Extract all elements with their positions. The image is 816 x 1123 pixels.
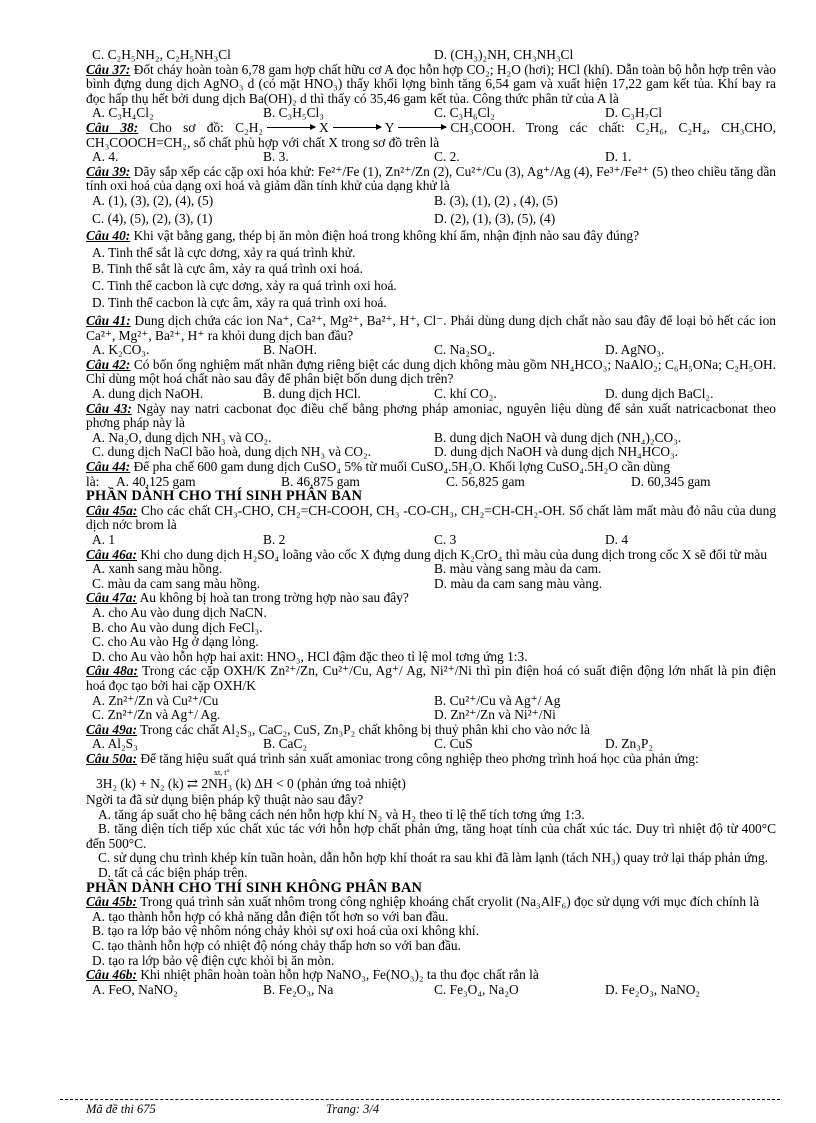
- option-b: B. 46,875 gam: [281, 473, 360, 489]
- option-d: D. dung dịch NaOH và dung dịch NH₄HCO₃.: [434, 444, 679, 460]
- option-a: A. Al₂S₃: [92, 736, 138, 752]
- option-a: A. dung dịch NaOH.: [92, 386, 204, 402]
- option-d: D. Zn²⁺/Zn và Ni²⁺/Ni: [434, 707, 556, 723]
- question-46a: Câu 46a: Khi cho dung dịch H₂SO₄ loãng vào cốc X đựng dung dịch K₂CrO₄ thì màu của dung dịch trong cốc X sẽ đổi từ màu: [86, 546, 768, 562]
- q44-options: là: A. 40,125 gam B. 46,875 gam C. 56,825 gam D. 60,345 gam: [86, 473, 711, 489]
- option-d: D. AgNO₃.: [605, 342, 665, 358]
- q43-options-row2: [86, 445, 776, 460]
- q47a-option-b: B. cho Au vào dung dịch FeCl₃.: [92, 619, 263, 635]
- option-d: D. dung dịch BaCl₂.: [605, 386, 714, 402]
- option-c: C. C₃H₆Cl₂: [434, 105, 495, 121]
- option-c: C. màu da cam sang màu hồng.: [92, 575, 261, 591]
- option-a: A. Na₂O, dung dịch NH₃ và CO₂.: [92, 429, 272, 445]
- option-c: C. 56,825 gam: [446, 473, 525, 489]
- option-b: B. NaOH.: [263, 342, 317, 358]
- option-d: D. 4: [605, 532, 629, 547]
- q47a-option-d: D. cho Au vào hỗn hợp hai axit: HNO₃, HCl đậm đặc theo tỉ lệ mol tơng ứng 1:3.: [92, 648, 528, 664]
- q50a-option-a: A. tăng áp suất cho hệ bằng cách nén hỗn hợp khí N₂ và H₂ theo tỉ lệ thể tích tơng ứng 1:3.: [98, 806, 585, 822]
- option-d: D. (2), (1), (3), (5), (4): [434, 210, 556, 226]
- option-b: B. C₃H₅Cl₃: [263, 105, 324, 121]
- option-c: C. (4), (5), (2), (3), (1): [92, 210, 213, 226]
- option-d: D. C₃H₇Cl: [605, 105, 662, 121]
- q48a-options-row2: [86, 708, 776, 723]
- question-48a: Câu 48a: Trong các cặp OXH/K Zn²⁺/Zn, Cu²⁺/Cu, Ag⁺/ Ag, Ni²⁺/Ni thì pin điện hoá có suất điện động lớn nhất là pin điện hoá đọc tạo bởi hai cặp OXH/K: [86, 663, 777, 693]
- question-47a: Câu 47a: Au không bị hoà tan trong trờng hợp nào sau đây?: [86, 590, 409, 606]
- q36-options: [86, 48, 776, 63]
- q38-options: [86, 150, 776, 165]
- option-a: A. 40,125 gam: [116, 473, 196, 489]
- q42-options: [86, 387, 776, 402]
- q50a-option-d: D. tất cả các biện pháp trên.: [98, 865, 248, 881]
- option-b: B. 3.: [263, 149, 289, 165]
- q40-option-b: B. Tinh thể sắt là cực âm, xảy ra quá trình oxi hoá.: [92, 261, 363, 277]
- q49a-options: [86, 737, 776, 752]
- question-38: Câu 38: Cho sơ đồ: C₂H₂ X Y CH₃COOH. Trong các chất: C₂H₆, C₂H₄, CH₃CHO, CH₃COOCH=CH₂, số chất phù hợp với chất X trong sơ đồ trên là: [86, 119, 776, 150]
- option-c: C. C₂H₅NH₂, C₂H₅NH₃Cl: [92, 47, 231, 62]
- option-b: B. dung dịch NaOH và dung dịch (NH₄)₂CO₃.: [434, 429, 682, 445]
- option-d: D. màu da cam sang màu vàng.: [434, 575, 603, 591]
- option-c: C. dung dịch NaCl bão hoà, dung dịch NH₃ và CO₂.: [92, 444, 371, 460]
- question-39: Câu 39: Dãy sắp xếp các cặp oxi hóa khử: Fe²⁺/Fe (1), Zn²⁺/Zn (2), Cu²⁺/Cu (3), Ag⁺/Ag (4), Fe³⁺/Fe²⁺ (5) theo chiều tăng dần tính oxi hoá của dạng oxi hoá và giảm dần tính khử của dạng khử là: [86, 163, 776, 194]
- section-heading-khong-phan-ban: PHẦN DÀNH CHO THÍ SINH KHÔNG PHÂN BAN: [86, 879, 423, 896]
- q46b-options: [86, 983, 776, 998]
- option-d: D. Fe₂O₃, NaNO₂: [605, 981, 701, 997]
- question-41: Câu 41: Dung dịch chứa các ion Na⁺, Ca²⁺, Mg²⁺, Ba²⁺, H⁺, Cl⁻. Phải dùng dung dịch chất nào sau đây để loại bỏ hết các ion Ca²⁺, Mg²⁺, Ba²⁺, H⁺ ra khỏi dung dịch ban đầu?: [86, 313, 776, 343]
- q46a-options-row1: [86, 562, 776, 577]
- option-b: B. (3), (1), (2) , (4), (5): [434, 192, 558, 208]
- page-footer: [86, 1102, 776, 1117]
- exam-page: [86, 48, 776, 997]
- option-c: C. CuS: [434, 736, 473, 752]
- q50a-option-b: B. tăng diện tích tiếp xúc chất xúc tác với hỗn hợp chất phản ứng, tăng hoạt tính của chất xúc tác. Duy trì nhiệt độ từ 400°C đến 500°C.: [86, 821, 776, 851]
- arrow-icon: [333, 127, 381, 128]
- option-c: C. Na₂SO₄.: [434, 342, 496, 358]
- question-40: Câu 40: Khi vật bằng gang, thép bị ăn mòn điện hoá trong không khí ẩm, nhận định nào sau đây đúng?: [86, 228, 640, 244]
- option-d: D. 60,345 gam: [631, 473, 711, 489]
- option-c: C. 2.: [434, 149, 460, 165]
- q47a-option-c: C. cho Au vào Hg ở dạng lỏng.: [92, 634, 259, 650]
- q45b-option-c: C. tạo thành hỗn hợp có nhiệt độ nóng chảy thấp hơn so với ban đầu.: [92, 938, 461, 954]
- option-a: A. K₂CO₃.: [92, 342, 150, 358]
- option-c: C. Zn²⁺/Zn và Ag⁺/ Ag.: [92, 707, 221, 723]
- q40-option-c: C. Tinh thể cacbon là cực dơng, xảy ra quá trình oxi hoá.: [92, 277, 397, 293]
- option-b: B. màu vàng sang màu da cam.: [434, 561, 602, 577]
- option-b: B. 2: [263, 532, 286, 547]
- q48a-options-row1: [86, 694, 776, 709]
- question-49a: Câu 49a: Trong các chất Al₂S₃, CaC₂, CuS, Zn₃P₂ chất không bị thuỷ phân khi cho vào nớc là: [86, 721, 590, 737]
- option-b: B. Fe₂O₃, Na: [263, 981, 334, 997]
- question-37: Câu 37: Đốt cháy hoàn toàn 6,78 gam hợp chất hữu cơ A đọc hỗn hợp CO₂; H₂O (hơi); HCl (khí). Dẫn toàn bộ hỗn hợp trên vào bình đựng dung dịch AgNO₃ d (có mặt HNO₃) thấy khối lợng bình tăng 6,54 gam và xuất hiện 17,22 gam kết tủa. Khí bay ra đọc hấp thụ hết bởi dung dịch Ba(OH)₂ d thì thấy có 35,46 gam kết tủa. Công thức phân tử của A là: [86, 61, 776, 106]
- option-a: A. 4.: [92, 149, 119, 165]
- option-c: C. Fe₃O₄, Na₂O: [434, 981, 519, 997]
- q47a-option-a: A. cho Au vào dung dịch NaCN.: [92, 604, 267, 620]
- option-d: D. Zn₃P₂: [605, 736, 654, 752]
- q39-options-row1: [86, 194, 776, 209]
- option-b: B. dung dịch HCl.: [263, 386, 361, 402]
- q41-options: [86, 343, 776, 358]
- option-a: A. xanh sang màu hồng.: [92, 561, 223, 577]
- section-heading-phan-ban: PHẦN DÀNH CHO THÍ SINH PHÂN BAN: [86, 488, 363, 505]
- q46a-options-row2: [86, 577, 776, 592]
- q50a-option-c: C. sử dụng chu trình khép kín tuần hoàn, dẫn hỗn hợp khí thoát ra sau khi đã làm lạnh (tách NH₃) quay trở lại tháp phản ứng.: [98, 850, 769, 866]
- reaction-equation: xt, t° 3H₂ (k) + N₂ (k) ⇄ 2NH₃ (k) ΔH < 0 (phản ứng toả nhiệt): [96, 769, 776, 792]
- option-d: D. 1.: [605, 149, 632, 165]
- option-b: B. CaC₂: [263, 736, 308, 752]
- exam-code: Mã đề thi 675: [86, 1102, 156, 1116]
- q43-options-row1: [86, 431, 776, 446]
- question-43: Câu 43: Ngày nay natri cacbonat đọc điều chế bằng phơng pháp amoniac, nguyên liệu dùng để sản xuất natricacbonat theo phơng pháp này là: [86, 400, 776, 431]
- option-a: A. C₃H₄Cl₂: [92, 105, 154, 121]
- option-a: A. (1), (3), (2), (4), (5): [92, 192, 214, 208]
- option-d: D. (CH₃)₂NH, CH₃NH₃Cl: [434, 47, 574, 62]
- question-45a: Câu 45a: Cho các chất CH₃-CHO, CH₂=CH-COOH, CH₃ -CO-CH₃, CH₂=CH-CH₂-OH. Số chất làm mất màu đỏ nâu của dung dịch nớc brom là: [86, 502, 777, 533]
- q45a-options: [86, 533, 776, 548]
- option-b: B. Cu²⁺/Cu và Ag⁺/ Ag: [434, 692, 561, 708]
- option-c: C. 3: [434, 532, 457, 547]
- q45b-option-a: A. tạo thành hỗn hợp có khả năng dẫn điện tốt hơn so với ban đầu.: [92, 908, 449, 924]
- option-a: A. Zn²⁺/Zn và Cu²⁺/Cu: [92, 692, 219, 708]
- question-45b: Câu 45b: Trong quá trình sản xuất nhôm trong công nghiệp khoáng chất cryolit (Na₃AlF₆) đọc sử dụng với mục đích chính là: [86, 894, 760, 910]
- equation-condition: xt, t°: [214, 767, 230, 777]
- q40-option-a: A. Tinh thể sắt là cực dơng, xảy ra quá trình khử.: [92, 244, 356, 260]
- question-50a-lead: Ngời ta đã sử dụng biện pháp kỹ thuật nào sau đây?: [86, 792, 364, 808]
- question-42: Câu 42: Có bốn ống nghiệm mất nhãn đựng riêng biệt các dung dịch không màu gồm NH₄HCO₃; NaAlO₂; C₆H₅ONa; C₂H₅OH. Chỉ dùng một hoá chất nào sau đây để phân biệt bốn dung dịch trên?: [86, 356, 777, 387]
- option-c: C. khí CO₂.: [434, 386, 497, 402]
- q39-options-row2: [86, 212, 776, 227]
- option-a: A. 1: [92, 532, 116, 547]
- q40-option-d: D. Tinh thể cacbon là cực âm, xảy ra quá trình oxi hoá.: [92, 294, 387, 310]
- footer-divider: [60, 1099, 780, 1100]
- q45b-option-b: B. tạo ra lớp bảo vệ nhôm nóng chảy khỏi sự oxi hoá của oxi không khí.: [92, 923, 479, 939]
- q37-options: [86, 106, 776, 121]
- question-44: Câu 44: Để pha chế 600 gam dung dịch CuSO₄ 5% từ muối CuSO₄.5H₂O. Khối lợng CuSO₄.5H₂O cần dùng: [86, 459, 671, 475]
- q45b-option-d: D. tạo ra lớp bảo vệ điện cực khỏi bị ăn mòn.: [92, 952, 335, 968]
- page-number: Trang: 3/4: [326, 1102, 380, 1116]
- arrow-icon: [267, 127, 315, 128]
- arrow-icon: [398, 127, 446, 128]
- question-46b: Câu 46b: Khi nhiệt phân hoàn toàn hỗn hợp NaNO₃, Fe(NO₃)₂ ta thu đọc chất rắn là: [86, 967, 539, 983]
- option-a: A. FeO, NaNO₂: [92, 981, 178, 997]
- question-50a: Câu 50a: Để tăng hiệu suất quá trình sản xuất amoniac trong công nghiệp theo phơng trình hoá học của phản ứng:: [86, 750, 699, 766]
